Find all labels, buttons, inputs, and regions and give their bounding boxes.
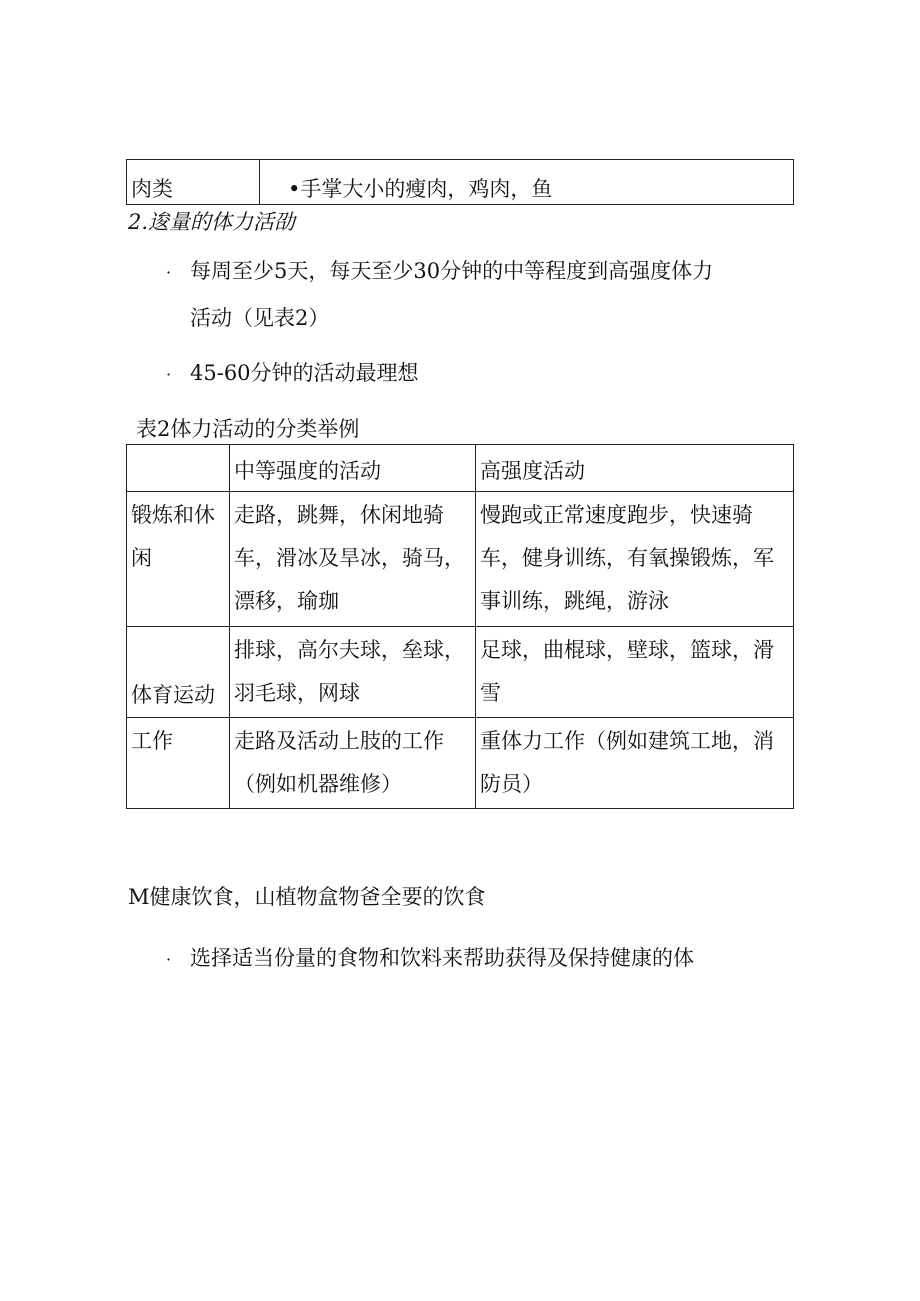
table-row bbox=[127, 627, 794, 718]
table-row bbox=[127, 160, 794, 205]
meat-value: •手掌大小的瘦肉，鸡肉，鱼 bbox=[260, 160, 794, 205]
activity-table bbox=[126, 444, 794, 809]
table-row bbox=[127, 718, 794, 809]
bullet-dot-icon: · bbox=[166, 365, 172, 384]
vigorous-cell: 重体力工作（例如建筑工地，消防员） bbox=[476, 718, 794, 809]
section2-heading: 2.逡量的体力活劭 bbox=[128, 210, 296, 234]
section3-heading: M健康饮食，山植物盒物爸全要的饮食 bbox=[128, 885, 486, 909]
bullet1-line1: 每周至少5天，每天至少30分钟的中等程度到高强度体力 bbox=[190, 259, 714, 283]
category-cell: 体育运动 bbox=[127, 627, 230, 718]
moderate-cell: 走路，跳舞，休闲地骑车，滑冰及旱冰，骑马，漂移，瑜珈 bbox=[230, 492, 476, 627]
table2-caption: 表2体力活动的分类举例 bbox=[136, 417, 360, 441]
moderate-cell: 排球，高尔夫球，垒球，羽毛球，网球 bbox=[230, 627, 476, 718]
category-cell: 锻炼和休闲 bbox=[127, 492, 230, 627]
category-cell: 工作 bbox=[127, 718, 230, 809]
header-cell-empty bbox=[127, 445, 230, 492]
header-cell-vigorous: 高强度活动 bbox=[476, 445, 794, 492]
vigorous-cell: 足球，曲棍球，壁球，篮球，滑雪 bbox=[476, 627, 794, 718]
table-row bbox=[127, 492, 794, 627]
table-header-row bbox=[127, 445, 794, 492]
bullet-dot-icon: · bbox=[166, 950, 172, 969]
meat-portion-table bbox=[126, 159, 794, 205]
vigorous-cell: 慢跑或正常速度跑步，快速骑车，健身训练，有氧操锻炼，军事训练，跳绳，游泳 bbox=[476, 492, 794, 627]
bullet2-text: 45-60分钟的活动最理想 bbox=[190, 361, 419, 385]
bullet1-line2: 活动（见表2） bbox=[190, 306, 330, 330]
meat-label: 肉类 bbox=[127, 160, 260, 205]
header-cell-moderate: 中等强度的活动 bbox=[230, 445, 476, 492]
section3-bullet1: 选择适当份量的食物和饮料来帮助获得及保持健康的体 bbox=[190, 946, 694, 970]
bullet-dot-icon: · bbox=[166, 263, 172, 282]
moderate-cell: 走路及活动上肢的工作（例如机器维修） bbox=[230, 718, 476, 809]
